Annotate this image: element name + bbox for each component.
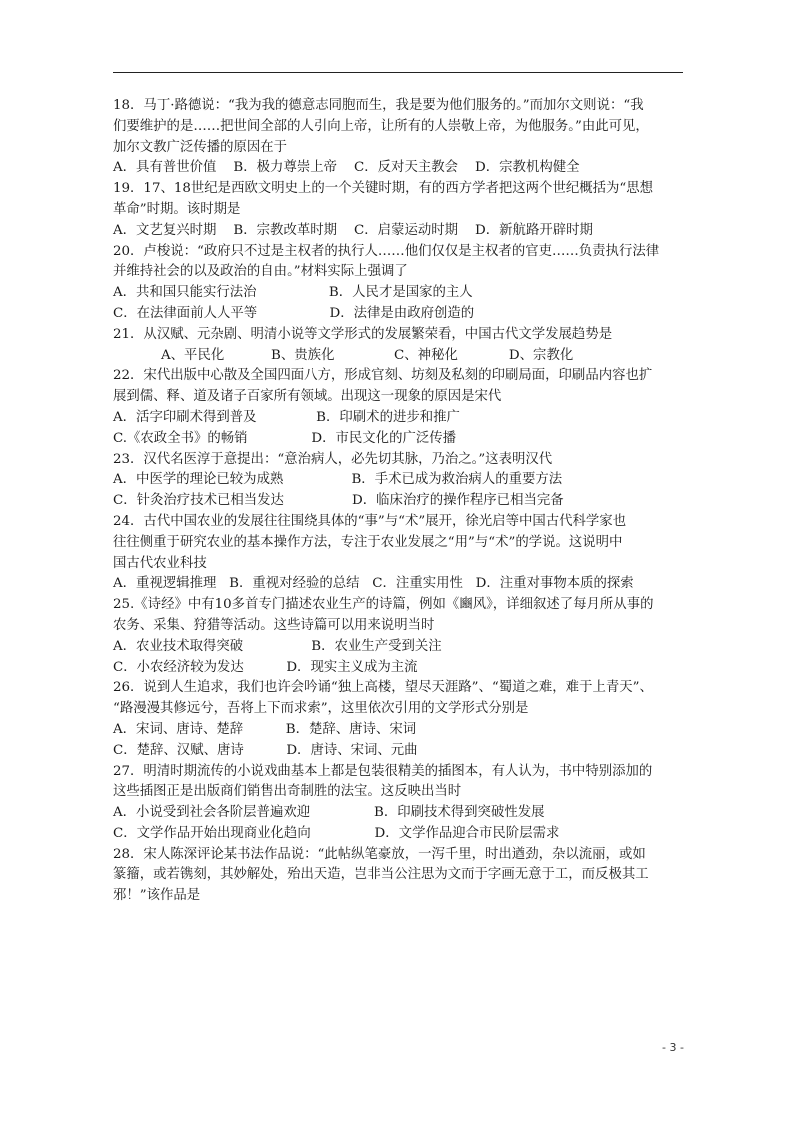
question-stem-line: 邪！”该作品是: [113, 888, 201, 904]
question-block: [113, 325, 688, 367]
header-rule: [113, 72, 683, 73]
question-stem-line: 这些插图正是出版商们销售出奇制胜的法宝。这反映出当时: [113, 784, 462, 800]
question-block: [113, 678, 688, 761]
question-stem-line: 篆籀，或若镌刻，其妙解处，殆出天造，岂非当公注思为文而于字画无意于工，而反极其工: [113, 867, 649, 883]
page-number: - 3 -: [662, 1041, 684, 1054]
question-stem-line: 并维持社会的以及政治的自由。”材料实际上强调了: [113, 264, 408, 280]
question-stem-line: 21．从汉赋、元杂剧、明清小说等文学形式的发展繁荣看，中国古代文学发展趋势是: [113, 326, 613, 342]
question-stem-line: “路漫漫其修远兮，吾将上下而求索”，这里依次引用的文学形式分别是: [113, 701, 529, 717]
question-stem-line: 革命”时期。该时期是: [113, 201, 241, 217]
answer-options-line: A．活字印刷术得到普及 B．印刷术的进步和推广: [113, 409, 460, 425]
answer-options-line: C．针灸治疗技术已相当发达 D．临床治疗的操作程序已相当完备: [113, 493, 564, 509]
answer-options-line: A、平民化 B、贵族化 C、神秘化 D、宗教化: [161, 347, 574, 363]
answer-options-line: A．文艺复兴时期 B．宗教改革时期 C．启蒙运动时期 D．新航路开辟时期: [113, 222, 593, 238]
question-block: [113, 450, 688, 512]
question-block: [113, 762, 688, 845]
question-stem-line: 展到儒、释、道及诸子百家所有领域。出现这一现象的原因是宋代: [113, 389, 502, 405]
question-stem-line: 25.《诗经》中有10多首专门描述农业生产的诗篇，例如《豳风》，详细叙述了每月所从事的: [113, 597, 654, 613]
question-block: [113, 179, 688, 241]
answer-options-line: A．中医学的理论已较为成熟 B．手术已成为救治病人的重要方法: [113, 472, 563, 488]
question-stem-line: 国古代农业科技: [113, 555, 207, 571]
question-stem-line: 18．马丁·路德说：“我为我的德意志同胞而生，我是要为他们服务的。”而加尔文则说：“我: [113, 98, 644, 113]
question-block: [113, 512, 688, 595]
answer-options-line: A．重视逻辑推理 B．重视对经验的总结 C．注重实用性 D．注重对事物本质的探索: [113, 576, 634, 592]
answer-options-line: C．小农经济较为发达 D．现实主义成为主流: [113, 659, 418, 675]
question-block: [113, 845, 688, 907]
question-stem-line: 20．卢梭说：“政府只不过是主权者的执行人……他们仅仅是主权者的官吏……负责执行法律: [113, 243, 660, 259]
answer-options-line: C．文学作品开始出现商业化趋向 D．文学作品迎合市民阶层需求: [113, 825, 560, 841]
answer-options-line: C.《农政全书》的畅销 D．市民文化的广泛传播: [113, 430, 457, 446]
question-content: [113, 96, 688, 907]
question-stem-line: 23．汉代名医淳于意提出：“意治病人，必先切其脉，乃治之。”这表明汉代: [113, 451, 553, 467]
question-block: [113, 366, 688, 449]
answer-options-line: A．小说受到社会各阶层普遍欢迎 B．印刷技术得到突破性发展: [113, 805, 545, 821]
answer-options-line: A．共和国只能实行法治 B．人民才是国家的主人: [113, 285, 473, 301]
answer-options-line: A．农业技术取得突破 B．农业生产受到关注: [113, 638, 442, 654]
answer-options-line: C．在法律面前人人平等 D．法律是由政府创造的: [113, 305, 475, 321]
question-stem-line: 们要维护的是……把世间全部的人引向上帝，让所有的人崇敬上帝，为他服务。”由此可见，: [113, 118, 649, 134]
question-stem-line: 22．宋代出版中心散及全国四面八方，形成官刻、坊刻及私刻的印刷局面，印刷品内容也扩: [113, 368, 653, 384]
question-stem-line: 19．17、18世纪是西欧文明史上的一个关键时期，有的西方学者把这两个世纪概括为“思想: [113, 181, 654, 197]
question-stem-line: 26．说到人生追求，我们也许会吟诵“独上高楼，望尽天涯路”、“蜀道之难，难于上青天”、: [113, 680, 653, 696]
question-stem-line: 27．明清时期流传的小说戏曲基本上都是包装很精美的插图本，有人认为，书中特别添加的: [113, 763, 653, 779]
question-stem-line: 加尔文教广泛传播的原因在于: [113, 139, 288, 155]
answer-options-line: A．宋词、唐诗、楚辞 B．楚辞、唐诗、宋词: [113, 721, 417, 737]
question-block: [113, 96, 688, 179]
answer-options-line: C．楚辞、汉赋、唐诗 D．唐诗、宋词、元曲: [113, 742, 418, 758]
question-block: [113, 242, 688, 325]
question-stem-line: 24．古代中国农业的发展往往围绕具体的“事”与“术”展开，徐光启等中国古代科学家也: [113, 513, 627, 529]
question-block: [113, 595, 688, 678]
question-stem-line: 农务、采集、狩猎等活动。这些诗篇可以用来说明当时: [113, 617, 435, 633]
answer-options-line: A．具有普世价值 B．极力尊崇上帝 C．反对天主教会 D．宗教机构健全: [113, 160, 580, 176]
question-stem-line: 往往侧重于研究农业的基本操作方法，专注于农业发展之“用”与“术”的学说。这说明中: [113, 534, 623, 550]
question-stem-line: 28．宋人陈深评论某书法作品说：“此帖纵笔豪放，一泻千里，时出遒劲，杂以流丽，或如: [113, 846, 646, 862]
